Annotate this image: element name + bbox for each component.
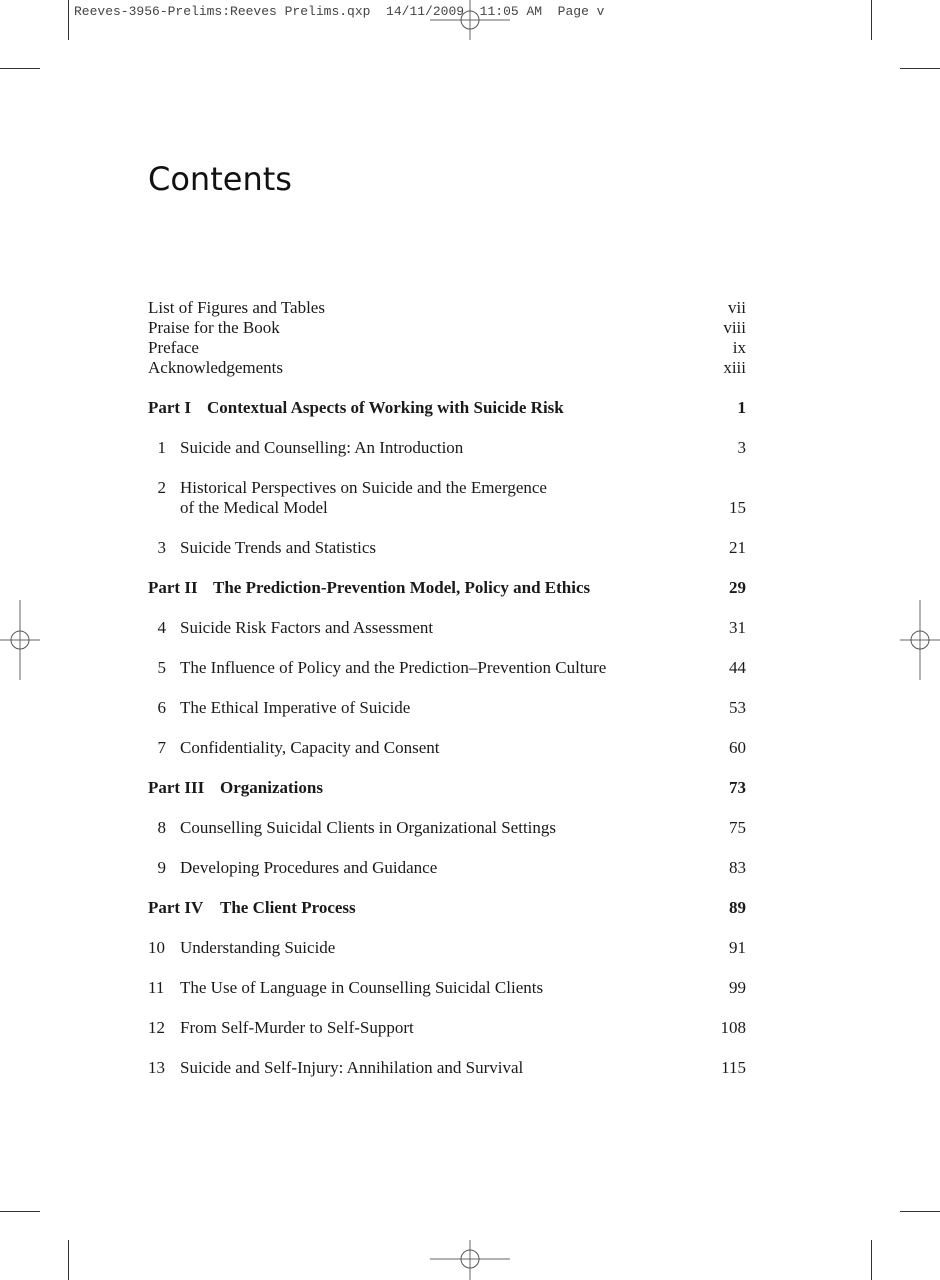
chapter-page: 3 [737,438,746,457]
toc-chapter [148,538,746,558]
crop-mark [68,0,69,40]
toc-entry-title: List of Figures and Tables [148,298,325,317]
toc-part-heading [148,398,746,418]
chapter-page: 91 [729,938,746,957]
toc-chapter [148,858,746,878]
chapter-title: Suicide and Self-Injury: Annihilation and Survival [180,1058,524,1077]
chapter-page: 83 [729,858,746,877]
toc-chapter [148,818,746,838]
chapter-number: 6 [157,698,166,717]
crop-mark [68,1240,69,1280]
registration-mark-icon [430,1240,510,1280]
part-page: 29 [729,578,746,597]
part-title: Contextual Aspects of Working with Suicide Risk [207,398,564,417]
chapter-number: 10 [148,938,165,957]
chapter-title: Understanding Suicide [180,938,336,957]
toc-entry-page: viii [723,318,746,337]
part-label: Part II [148,578,198,597]
chapter-number: 12 [148,1018,165,1037]
chapter-number: 7 [157,738,166,757]
chapter-page: 21 [729,538,746,557]
toc-entry-page: vii [728,298,746,317]
chapter-number: 11 [148,978,165,997]
toc-chapter [148,978,746,998]
toc-chapter [148,478,746,518]
chapter-number: 2 [157,478,166,497]
toc-chapter [148,738,746,758]
chapter-title: Suicide Trends and Statistics [180,538,376,557]
table-of-contents [148,298,746,1078]
part-title: Organizations [220,778,323,797]
part-page: 89 [729,898,746,917]
chapter-number: 5 [157,658,166,677]
registration-mark-icon [0,600,40,680]
chapter-page: 115 [721,1058,746,1077]
toc-chapter [148,1058,746,1078]
part-title: The Prediction-Prevention Model, Policy and Ethics [213,578,591,597]
chapter-page: 53 [729,698,746,717]
chapter-title: Developing Procedures and Guidance [180,858,438,877]
crop-mark [0,1211,40,1212]
toc-entry [148,298,746,318]
toc-chapter [148,1018,746,1038]
chapter-page: 99 [729,978,746,997]
crop-mark [871,0,872,40]
chapter-title: Suicide Risk Factors and Assessment [180,618,434,637]
chapter-number: 4 [157,618,166,637]
chapter-title: Counselling Suicidal Clients in Organizational Settings [180,818,557,837]
chapter-title: Suicide and Counselling: An Introduction [180,438,464,457]
toc-chapter [148,438,746,458]
chapter-number: 3 [157,538,166,557]
crop-mark [0,68,40,69]
toc-entry-page: xiii [723,358,746,377]
toc-part-heading [148,578,746,598]
toc-entry-title: Praise for the Book [148,318,280,337]
chapter-title: The Use of Language in Counselling Suicidal Clients [180,978,544,997]
chapter-title-continued: of the Medical Model [180,498,328,517]
chapter-page: 15 [729,498,746,517]
page-title: Contents [148,160,292,198]
chapter-page: 44 [729,658,746,677]
toc-entry [148,318,746,338]
part-label: Part III [148,778,205,797]
crop-mark [900,1211,940,1212]
chapter-number: 13 [148,1058,165,1077]
printer-slug: Reeves-3956-Prelims:Reeves Prelims.qxp 14/11/2009 11:05 AM Page v [74,4,605,19]
toc-entry-title: Acknowledgements [148,358,284,377]
crop-mark [871,1240,872,1280]
part-title: The Client Process [220,898,356,917]
chapter-title: The Ethical Imperative of Suicide [180,698,411,717]
part-label: Part IV [148,898,204,917]
toc-entry [148,338,746,358]
toc-entry [148,358,746,378]
toc-entry-title: Preface [148,338,199,357]
chapter-number: 8 [157,818,166,837]
chapter-title: The Influence of Policy and the Prediction–Prevention Culture [180,658,607,677]
chapter-title: From Self-Murder to Self-Support [180,1018,414,1037]
chapter-title: Historical Perspectives on Suicide and the Emergence [180,478,547,497]
part-label: Part I [148,398,191,417]
toc-chapter [148,618,746,638]
crop-mark [900,68,940,69]
chapter-page: 75 [729,818,746,837]
registration-mark-icon [900,600,940,680]
chapter-number: 1 [157,438,166,457]
chapter-page: 31 [729,618,746,637]
chapter-page: 108 [720,1018,746,1037]
toc-chapter [148,698,746,718]
chapter-title: Confidentiality, Capacity and Consent [180,738,440,757]
toc-entry-page: ix [732,338,746,357]
chapter-number: 9 [157,858,166,877]
toc-part-heading [148,778,746,798]
toc-chapter [148,938,746,958]
registration-mark-icon [430,0,510,40]
part-page: 73 [729,778,746,797]
toc-chapter [148,658,746,678]
chapter-page: 60 [729,738,746,757]
part-page: 1 [737,398,746,417]
toc-part-heading [148,898,746,918]
